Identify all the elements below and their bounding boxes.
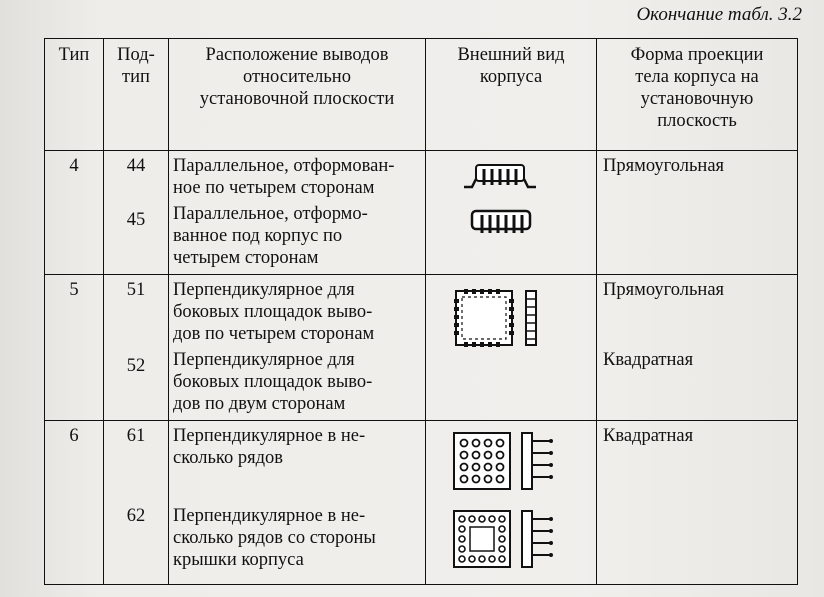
leadless-chip-carrier-icon [452, 287, 572, 349]
gull-wing-package-icon [462, 159, 538, 193]
header-projection: Форма проекции тела корпуса на установочную плоскость [597, 39, 798, 151]
appearance-cell [426, 275, 597, 421]
subtype-cell: 51 52 [104, 275, 169, 421]
pin-grid-array-cavity-icon [450, 507, 570, 573]
table-row [45, 151, 798, 275]
package-types-table [44, 38, 798, 585]
header-type: Тип [45, 39, 104, 151]
type-cell: 5 [45, 275, 104, 421]
header-subtype: Под-тип [104, 39, 169, 151]
appearance-cell [426, 151, 597, 275]
header-placement: Расположение выводов относительно установочной плоскости [169, 39, 426, 151]
table-row [45, 275, 798, 421]
projection-cell: Квадратная [597, 421, 798, 585]
type-cell: 4 [45, 151, 104, 275]
appearance-cell [426, 421, 597, 585]
projection-cell: Прямоугольная Квадратная [597, 275, 798, 421]
table-header-row [45, 39, 798, 151]
j-lead-package-icon [466, 205, 536, 239]
placement-cell: Перпендикулярное для боковых площадок выво- дов по четырем сторонам Перпендикулярное для боковых площадок выво- дов по двум сторонам [169, 275, 426, 421]
table-row [45, 421, 798, 585]
pin-grid-array-icon [450, 429, 570, 495]
subtype-cell: 61 62 [104, 421, 169, 585]
placement-cell: Параллельное, отформован- ное по четырем сторонам Параллельное, отформо- ванное под корпус по четырем сторонам [169, 151, 426, 275]
projection-cell: Прямоугольная [597, 151, 798, 275]
table-caption: Окончание табл. 3.2 [636, 4, 802, 25]
subtype-cell: 44 45 [104, 151, 169, 275]
placement-cell: Перпендикулярное в не- сколько рядов Перпендикулярное в не- сколько рядов со стороны крышки корпуса [169, 421, 426, 585]
header-appearance: Внешний вид корпуса [426, 39, 597, 151]
type-cell: 6 [45, 421, 104, 585]
